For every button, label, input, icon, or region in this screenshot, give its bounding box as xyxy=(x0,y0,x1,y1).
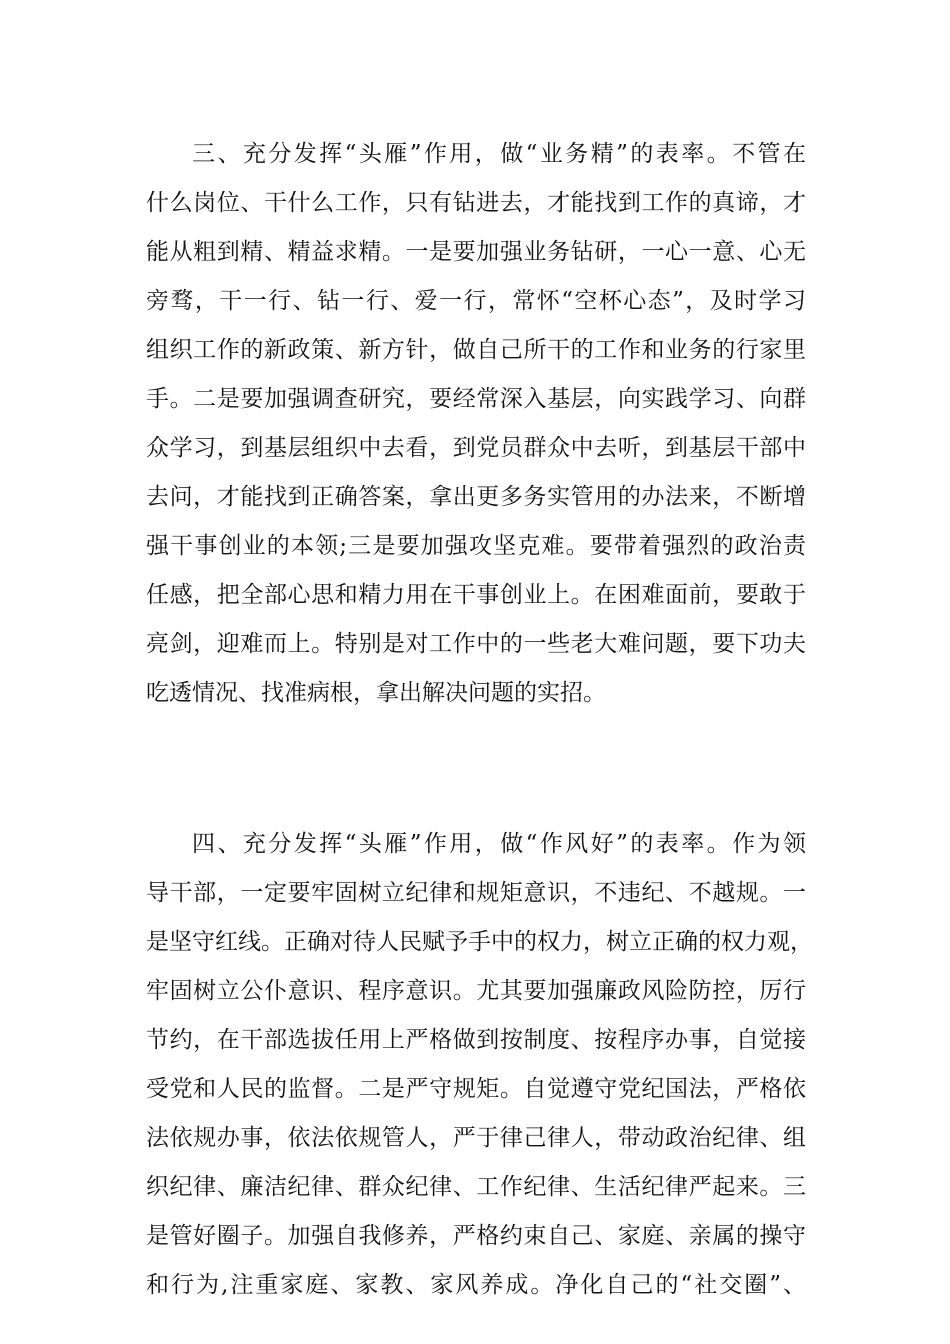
paragraph-4 xyxy=(146,820,813,1310)
text-line: 亮剑，迎难而上。特别是对工作中的一些老大难问题，要下功夫 xyxy=(146,631,806,657)
text-line: 去问，才能找到正确答案，拿出更多务实管用的办法来，不断增 xyxy=(146,484,806,510)
text-line: 是坚守红线。正确对待人民赋予手中的权力，树立正确的权力观， xyxy=(146,929,813,955)
text-line: 织纪律、廉洁纪律、群众纪律、工作纪律、生活纪律严起来。三 xyxy=(146,1174,806,1200)
text-line: 什么岗位、干什么工作，只有钻进去，才能找到工作的真谛，才 xyxy=(146,190,806,216)
text-line: 任感，把全部心思和精力用在干事创业上。在困难面前，要敢于 xyxy=(146,582,806,608)
text-line: 法依规办事，依法依规管人，严于律己律人，带动政治纪律、组 xyxy=(146,1125,806,1151)
text-line: 牢固树立公仆意识、程序意识。尤其要加强廉政风险防控，厉行 xyxy=(146,978,806,1004)
text-line: 是管好圈子。加强自我修养，严格约束自己、家庭、亲属的操守 xyxy=(146,1223,806,1249)
text-line: 和行为,注重家庭、家教、家风养成。净化自己的“社交圈”、 xyxy=(146,1272,806,1298)
text-line: 众学习，到基层组织中去看，到党员群众中去听，到基层干部中 xyxy=(146,435,806,461)
text-line: 强干事创业的本领;三是要加强攻坚克难。要带着强烈的政治责 xyxy=(146,533,806,559)
text-line: 四、充分发挥“头雁”作用，做“作风好”的表率。作为领 xyxy=(192,831,806,857)
text-line: 三、充分发挥“头雁”作用，做“业务精”的表率。不管在 xyxy=(192,141,806,167)
text-line: 节约，在干部选拔任用上严格做到按制度、按程序办事，自觉接 xyxy=(146,1027,806,1053)
text-line: 旁骛，干一行、钻一行、爱一行，常怀“空杯心态”，及时学习 xyxy=(146,288,806,314)
text-line: 导干部，一定要牢固树立纪律和规矩意识，不违纪、不越规。一 xyxy=(146,880,806,906)
text-line: 受党和人民的监督。二是严守规矩。自觉遵守党纪国法，严格依 xyxy=(146,1076,806,1102)
text-line: 能从粗到精、精益求精。一是要加强业务钻研，一心一意、心无 xyxy=(146,239,806,265)
text-line: 组织工作的新政策、新方针，做自己所干的工作和业务的行家里 xyxy=(146,337,806,363)
text-line: 手。二是要加强调查研究，要经常深入基层，向实践学习、向群 xyxy=(146,386,806,412)
paragraph-3 xyxy=(146,130,806,718)
text-line: 吃透情况、找准病根，拿出解决问题的实招。 xyxy=(146,680,606,706)
